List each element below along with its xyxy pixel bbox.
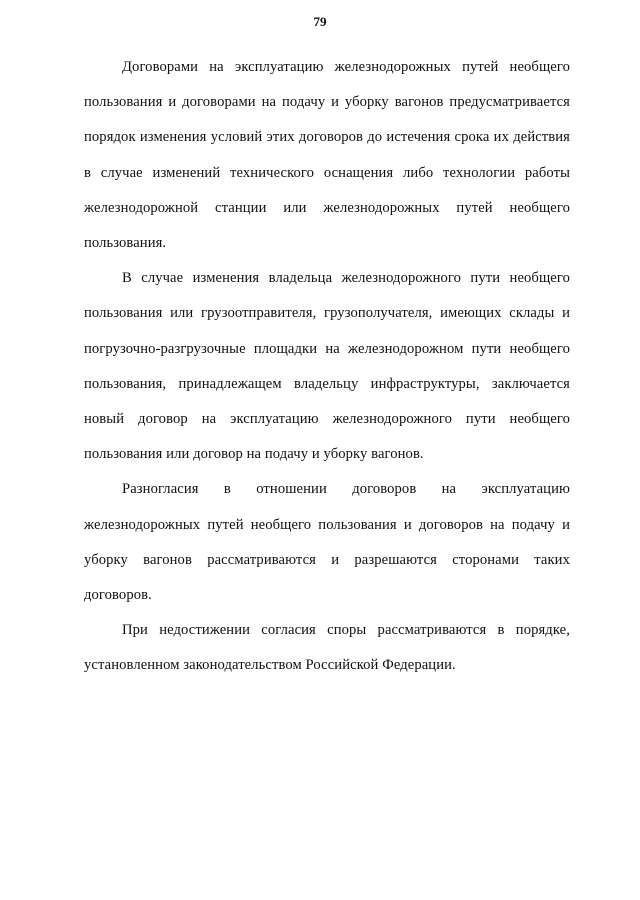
page-number: 79 <box>313 14 327 29</box>
paragraph-3: Разногласия в отношении договоров на эксплуатацию железнодорожных путей необщего пользования и договоров на подачу и уборку вагонов рассматриваются и разрешаются сторонами таких договоров. <box>84 481 570 604</box>
document-body <box>84 50 570 684</box>
paragraph-1: Договорами на эксплуатацию железнодорожных путей необщего пользования и договорами на подачу и уборку вагонов предусматривается порядок изменения условий этих договоров до истечения срока их действия в случае изменений технического оснащения либо технологии работы железнодорожной станции или железнодорожных путей необщего пользования. <box>84 59 570 252</box>
paragraph-4: При недостижении согласия споры рассматриваются в порядке, установленном законодательством Российской Федерации. <box>84 622 570 674</box>
paragraph-2: В случае изменения владельца железнодорожного пути необщего пользования или грузоотправителя, грузополучателя, имеющих склады и погрузочно-разгрузочные площадки на железнодорожном пути необщего пользования, принадлежащем владельцу инфраструктуры, заключается новый договор на эксплуатацию железнодорожного пути необщего пользования или договор на подачу и уборку вагонов. <box>84 270 570 463</box>
